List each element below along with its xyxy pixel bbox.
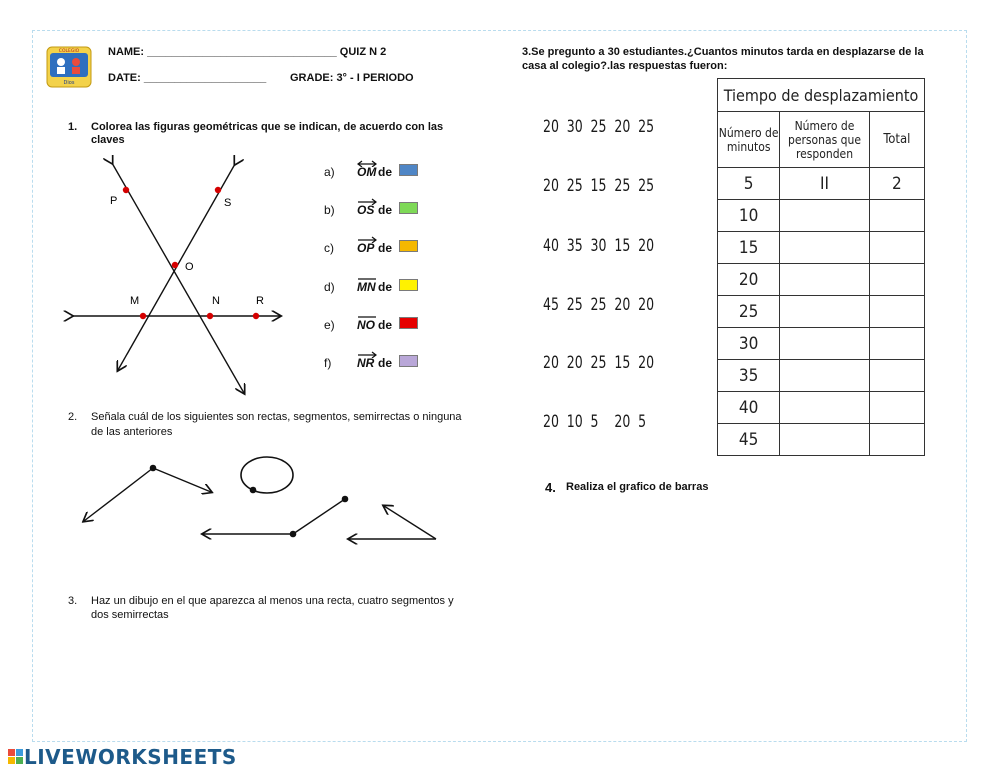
survey-value: 5 bbox=[590, 412, 599, 432]
label-n: N bbox=[212, 295, 220, 307]
survey-value: 25 bbox=[638, 176, 655, 196]
q2-text-line1: Señala cuál de los siguientes son rectas, segmentos, semirrectas o ninguna bbox=[91, 411, 462, 423]
brand-name: LIVEWORKSHEETS bbox=[24, 745, 237, 769]
survey-value: 5 bbox=[638, 412, 647, 432]
key-letter: a) bbox=[324, 165, 335, 179]
survey-row bbox=[543, 236, 662, 256]
key-letter: e) bbox=[324, 318, 335, 332]
key-suffix: de bbox=[378, 165, 393, 179]
tally-cell[interactable] bbox=[780, 296, 869, 328]
color-swatch bbox=[399, 317, 418, 329]
survey-row bbox=[543, 353, 662, 373]
survey-value: 30 bbox=[566, 117, 583, 137]
q1-text: Colorea las figuras geométricas que se indican, de acuerdo con las claves bbox=[91, 121, 444, 146]
label-p: P bbox=[110, 195, 118, 207]
label-m: M bbox=[130, 295, 140, 307]
tally-cell[interactable] bbox=[780, 360, 869, 392]
table-row bbox=[718, 424, 925, 456]
survey-value: 20 bbox=[638, 236, 655, 256]
minutes-cell: 10 bbox=[718, 200, 780, 232]
key-suffix: de bbox=[378, 356, 393, 370]
survey-value: 20 bbox=[614, 412, 631, 432]
survey-value: 45 bbox=[543, 295, 559, 315]
total-cell[interactable] bbox=[869, 264, 924, 296]
survey-value: 25 bbox=[614, 176, 631, 196]
minutes-cell: 15 bbox=[718, 232, 780, 264]
tally-cell[interactable] bbox=[780, 232, 869, 264]
survey-value: 25 bbox=[566, 176, 583, 196]
survey-value: 20 bbox=[543, 117, 559, 137]
q2-figures bbox=[70, 448, 450, 558]
svg-text:COLEGIO: COLEGIO bbox=[58, 49, 80, 54]
school-logo bbox=[46, 44, 92, 90]
table-row bbox=[718, 232, 925, 264]
key-segment-name: OS bbox=[357, 203, 375, 217]
minutes-cell: 5 bbox=[718, 168, 780, 200]
tally-cell[interactable] bbox=[780, 264, 869, 296]
table-row bbox=[718, 264, 925, 296]
frequency-table bbox=[717, 78, 925, 456]
key-letter: c) bbox=[324, 241, 334, 255]
survey-value: 20 bbox=[638, 295, 655, 315]
col-header-minutes: Número de minutos bbox=[718, 112, 780, 168]
label-r: R bbox=[256, 295, 264, 307]
color-swatch bbox=[399, 202, 418, 214]
key-segment-name: OM bbox=[357, 165, 377, 179]
table-row bbox=[718, 328, 925, 360]
q3-text-line1: Haz un dibujo en el que aparezca al menos una recta, cuatro segmentos y bbox=[91, 595, 454, 607]
total-cell[interactable] bbox=[869, 392, 924, 424]
point-p bbox=[123, 187, 129, 193]
figure-open-angle bbox=[349, 506, 436, 539]
table-row bbox=[718, 168, 925, 200]
figure-ray-and-segment bbox=[203, 496, 348, 538]
survey-title-line2: casa al colegio?.las respuestas fueron: bbox=[522, 60, 728, 72]
point-m bbox=[140, 313, 146, 319]
col-header-people: Número de personas que responden bbox=[780, 112, 869, 168]
table-title: Tiempo de desplazamiento bbox=[718, 79, 925, 112]
q4-number: 4. bbox=[545, 480, 556, 495]
key-letter: b) bbox=[324, 203, 335, 217]
liveworksheets-brand[interactable] bbox=[8, 746, 237, 768]
minutes-cell: 30 bbox=[718, 328, 780, 360]
survey-value: 20 bbox=[543, 176, 559, 196]
brand-blocks-icon bbox=[8, 749, 24, 765]
key-letter: d) bbox=[324, 280, 335, 294]
table-row bbox=[718, 296, 925, 328]
survey-value: 35 bbox=[566, 236, 583, 256]
total-cell[interactable] bbox=[869, 296, 924, 328]
tally-cell[interactable] bbox=[780, 392, 869, 424]
survey-value: 20 bbox=[638, 353, 655, 373]
total-cell[interactable] bbox=[869, 232, 924, 264]
survey-value: 20 bbox=[566, 353, 583, 373]
key-segment-name: OP bbox=[357, 241, 375, 255]
point-n bbox=[207, 313, 213, 319]
key-letter: f) bbox=[324, 356, 332, 370]
survey-value: 25 bbox=[638, 117, 655, 137]
survey-row bbox=[543, 295, 662, 315]
survey-value: 20 bbox=[543, 353, 559, 373]
point-r bbox=[253, 313, 259, 319]
survey-row bbox=[543, 412, 662, 432]
figure-broken-rays bbox=[84, 465, 211, 521]
svg-text:Dios: Dios bbox=[63, 80, 75, 86]
key-suffix: de bbox=[378, 318, 393, 332]
table-row bbox=[718, 392, 925, 424]
name-field-label: NAME: _______________________________ QUIZ N 2 bbox=[108, 46, 387, 58]
color-swatch bbox=[399, 240, 418, 252]
survey-row bbox=[543, 176, 662, 196]
label-s: S bbox=[224, 197, 232, 209]
q1-number: 1. bbox=[68, 121, 78, 133]
q3-text-line2: dos semirrectas bbox=[91, 609, 169, 621]
survey-row bbox=[543, 117, 662, 137]
key-suffix: de bbox=[378, 280, 393, 294]
tally-cell[interactable] bbox=[780, 200, 869, 232]
q4-text: Realiza el grafico de barras bbox=[566, 481, 709, 493]
total-cell[interactable] bbox=[869, 424, 924, 456]
color-swatch bbox=[399, 164, 418, 176]
survey-value: 25 bbox=[590, 295, 607, 315]
survey-title-line1: 3.Se pregunto a 30 estudiantes.¿Cuantos minutos tarda en desplazarse de la bbox=[522, 46, 924, 58]
key-segment-name: MN bbox=[357, 280, 376, 294]
survey-value: 20 bbox=[614, 117, 631, 137]
minutes-cell: 35 bbox=[718, 360, 780, 392]
q1-figure bbox=[60, 155, 300, 400]
total-cell[interactable]: 2 bbox=[869, 168, 924, 200]
total-cell[interactable] bbox=[869, 200, 924, 232]
survey-value: 20 bbox=[543, 412, 559, 432]
survey-value: 10 bbox=[566, 412, 583, 432]
label-o: O bbox=[185, 261, 194, 273]
minutes-cell: 20 bbox=[718, 264, 780, 296]
minutes-cell: 45 bbox=[718, 424, 780, 456]
color-swatch bbox=[399, 279, 418, 291]
figure-circle bbox=[241, 457, 293, 493]
survey-value: 30 bbox=[590, 236, 607, 256]
table-row bbox=[718, 200, 925, 232]
survey-value: 20 bbox=[614, 295, 631, 315]
q2-text-line2: de las anteriores bbox=[91, 426, 173, 438]
key-suffix: de bbox=[378, 241, 393, 255]
survey-value: 25 bbox=[566, 295, 583, 315]
key-suffix: de bbox=[378, 203, 393, 217]
survey-value: 25 bbox=[590, 117, 607, 137]
key-segment-name: NO bbox=[357, 318, 375, 332]
table-row bbox=[718, 360, 925, 392]
date-field-label: DATE: ____________________ bbox=[108, 72, 267, 84]
minutes-cell: 40 bbox=[718, 392, 780, 424]
color-swatch bbox=[399, 355, 418, 367]
total-cell[interactable] bbox=[869, 328, 924, 360]
survey-value: 15 bbox=[590, 176, 607, 196]
survey-value: 40 bbox=[543, 236, 559, 256]
point-o bbox=[172, 262, 178, 268]
total-cell[interactable] bbox=[869, 360, 924, 392]
q3-number: 3. bbox=[68, 595, 78, 607]
tally-cell[interactable] bbox=[780, 328, 869, 360]
survey-value: 15 bbox=[614, 236, 631, 256]
q2-number: 2. bbox=[68, 411, 78, 423]
col-header-total: Total bbox=[869, 112, 924, 168]
tally-cell[interactable]: II bbox=[780, 168, 869, 200]
minutes-cell: 25 bbox=[718, 296, 780, 328]
key-segment-name: NR bbox=[357, 356, 375, 370]
grade-label: GRADE: 3° - I PERIODO bbox=[290, 72, 414, 84]
point-s bbox=[215, 187, 221, 193]
tally-cell[interactable] bbox=[780, 424, 869, 456]
survey-value: 15 bbox=[614, 353, 631, 373]
survey-value: 25 bbox=[590, 353, 607, 373]
